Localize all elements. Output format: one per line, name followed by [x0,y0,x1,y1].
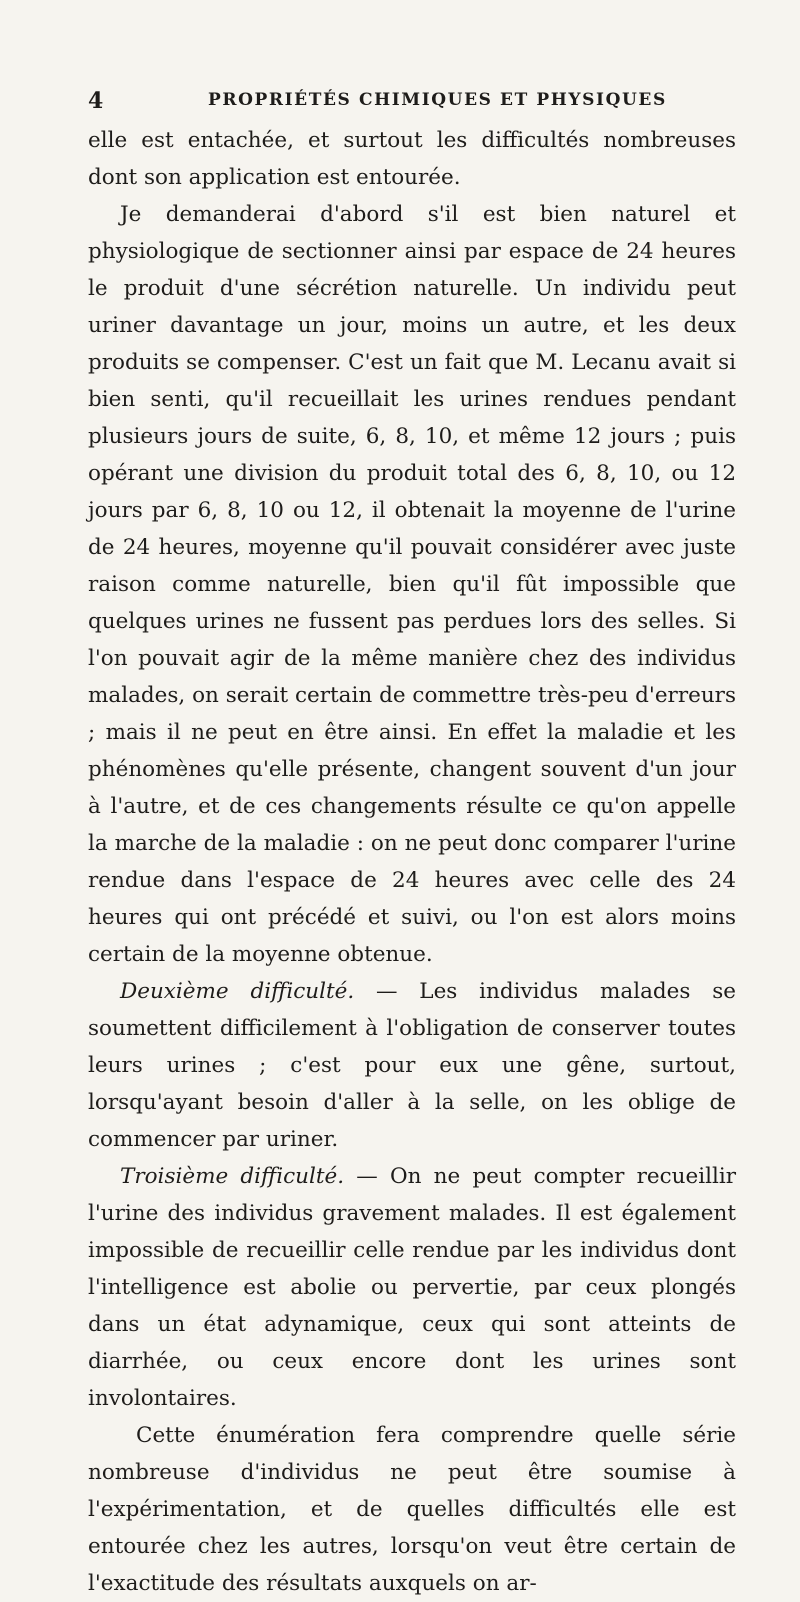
paragraph-third-difficulty [88,1158,736,1417]
running-head: PROPRIÉTÉS CHIMIQUES ET PHYSIQUES [208,90,667,110]
paragraph-lecanu-method: Je demanderai d'abord s'il est bien naturel et physiologique de sectionner ainsi par espace de 24 heures le produit d'une sécrétion naturelle. Un individu peut uriner davantage un jour, moins un autre, et les deux produits se compenser. C'est un fait que M. Lecanu avait si bien senti, qu'il recueillait les urines rendues pendant plusieurs jours de suite, 6, 8, 10, et même 12 jours ; puis opérant une division du produit total des 6, 8, 10, ou 12 jours par 6, 8, 10 ou 12, il obtenait la moyenne de l'urine de 24 heures, moyenne qu'il pouvait considérer avec juste raison comme naturelle, bien qu'il fût impossible que quelques urines ne fussent pas perdues lors des selles. Si l'on pouvait agir de la même manière chez des individus malades, on serait certain de commettre très-peu d'erreurs ; mais il ne peut en être ainsi. En effet la maladie et les phénomènes qu'elle présente, changent souvent d'un jour à l'autre, et de ces changements résulte ce qu'on appelle la marche de la maladie : on ne peut donc comparer l'urine rendue dans l'espace de 24 heures avec celle des 24 heures qui ont précédé et suivi, ou l'on est alors moins certain de la moyenne obtenue. [88,202,736,967]
paragraph-second-difficulty [88,973,736,1158]
second-difficulty-heading: Deuxième difficulté. [120,979,355,1004]
paragraph-enumeration: Cette énumération fera comprendre quelle série nombreuse d'individus ne peut être soumise à l'expérimentation, et de quelles difficultés elle est entourée chez les autres, lorsqu'on veut être certain de l'exactitude des résultats auxquels on ar- [88,1423,736,1596]
body-text [88,122,736,1602]
third-difficulty-heading: Troisième difficulté. [120,1164,345,1189]
second-difficulty-text: — Les individus malades se soumettent difficilement à l'obligation de conserver toutes leurs urines ; c'est pour eux une gêne, surtout, lorsqu'ayant besoin d'aller à la selle, on les oblige de commencer par uriner. [88,979,736,1152]
page-number: 4 [88,88,104,114]
paragraph-continuation: elle est entachée, et surtout les difficultés nombreuses dont son application est entourée. [88,128,736,190]
third-difficulty-text: — On ne peut compter recueillir l'urine des individus gravement malades. Il est également impossible de recueillir celle rendue par les individus dont l'intelligence est abolie ou pervertie, par ceux plongés dans un état adynamique, ceux qui sont atteints de diarrhée, ou ceux encore dont les urines sont involontaires. [88,1164,736,1411]
page-header [88,88,733,118]
